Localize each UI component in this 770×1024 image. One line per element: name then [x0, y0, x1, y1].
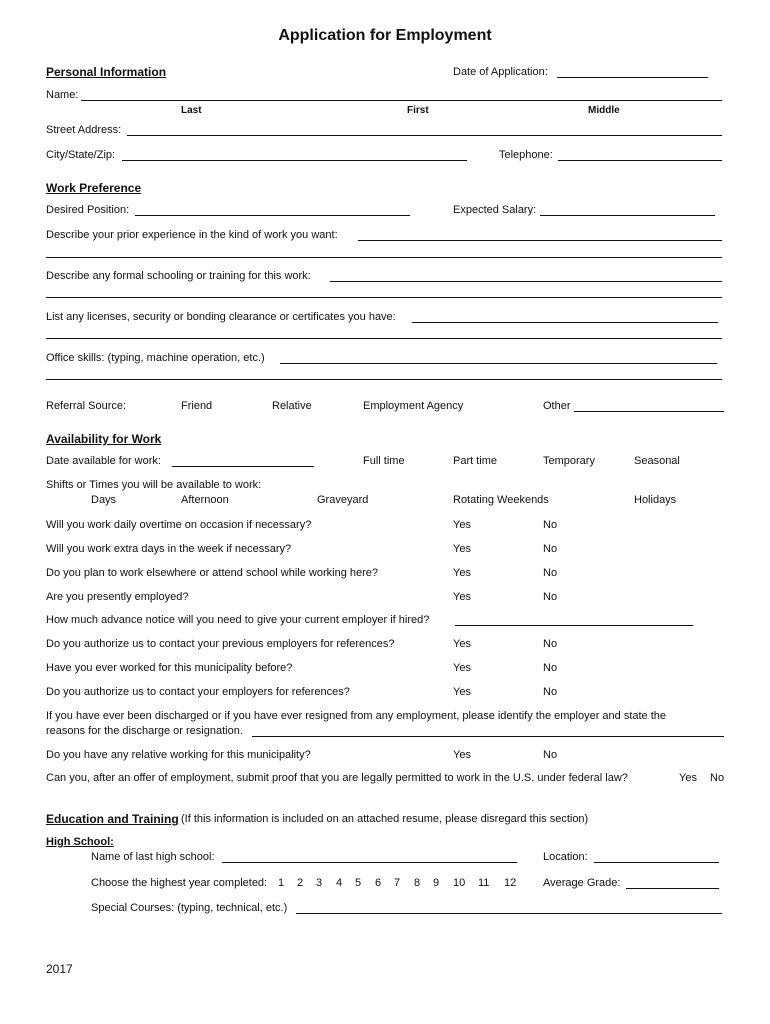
- date-of-application-label: Date of Application:: [453, 66, 548, 78]
- section-heading-personal: Personal Information: [46, 65, 167, 79]
- location-field[interactable]: [594, 862, 719, 863]
- year-option-3[interactable]: 3: [316, 877, 323, 889]
- question-relative: Do you have any relative working for this municipality?: [46, 749, 311, 761]
- referral-option-other[interactable]: Other: [543, 400, 571, 412]
- special-courses-field[interactable]: [296, 913, 722, 914]
- worked-municipality-yes[interactable]: Yes: [453, 662, 471, 674]
- work-elsewhere-no[interactable]: No: [543, 567, 558, 579]
- previous-employer-refs-yes[interactable]: Yes: [453, 638, 471, 650]
- desired-position-field[interactable]: [135, 215, 410, 216]
- referral-source-label: Referral Source:: [46, 400, 127, 412]
- discharged-field[interactable]: [252, 736, 724, 737]
- experience-field-line-2[interactable]: [46, 257, 722, 258]
- year-option-2[interactable]: 2: [297, 877, 304, 889]
- name-label: Name:: [46, 89, 79, 101]
- legal-work-no[interactable]: No: [710, 772, 725, 784]
- question-employer-refs: Do you authorize us to contact your employers for references?: [46, 686, 350, 698]
- date-available-field[interactable]: [172, 466, 314, 467]
- shift-rotating-weekends[interactable]: Rotating Weekends: [453, 494, 549, 506]
- telephone-field[interactable]: [558, 160, 722, 161]
- extra-days-no[interactable]: No: [543, 543, 558, 555]
- section-heading-education: Education and Training: [46, 812, 179, 826]
- question-discharged-cont: reasons for the discharge or resignation.: [46, 725, 243, 737]
- type-part-time[interactable]: Part time: [453, 455, 498, 467]
- question-extra-days: Will you work extra days in the week if necessary?: [46, 543, 292, 555]
- shift-holidays[interactable]: Holidays: [634, 494, 677, 506]
- average-grade-field[interactable]: [626, 888, 719, 889]
- licenses-field-line-2[interactable]: [46, 338, 722, 339]
- name-middle-caption: Middle: [588, 105, 620, 116]
- employer-refs-no[interactable]: No: [543, 686, 558, 698]
- schooling-label: Describe any formal schooling or training for this work:: [46, 270, 311, 282]
- relative-no[interactable]: No: [543, 749, 558, 761]
- year-option-9[interactable]: 9: [433, 877, 440, 889]
- expected-salary-label: Expected Salary:: [453, 204, 537, 216]
- question-discharged: If you have ever been discharged or if you have ever resigned from any employment, please identify the employer and state the: [46, 710, 667, 722]
- high-school-name-label: Name of last high school:: [91, 851, 215, 863]
- high-school-heading: High School:: [46, 836, 114, 848]
- question-legal-work: Can you, after an offer of employment, submit proof that you are legally permitted to work in the U.S. under federal law?: [46, 772, 628, 784]
- presently-employed-yes[interactable]: Yes: [453, 591, 471, 603]
- date-available-label: Date available for work:: [46, 455, 161, 467]
- overtime-yes[interactable]: Yes: [453, 519, 471, 531]
- shifts-label: Shifts or Times you will be available to work:: [46, 479, 262, 491]
- question-previous-employer-refs: Do you authorize us to contact your previous employers for references?: [46, 638, 395, 650]
- question-advance-notice: How much advance notice will you need to give your current employer if hired?: [46, 614, 430, 626]
- name-first-caption: First: [407, 105, 429, 116]
- referral-option-relative[interactable]: Relative: [272, 400, 312, 412]
- section-heading-work: Work Preference: [46, 181, 142, 195]
- question-overtime: Will you work daily overtime on occasion if necessary?: [46, 519, 312, 531]
- street-address-label: Street Address:: [46, 124, 122, 136]
- advance-notice-field[interactable]: [455, 625, 693, 626]
- experience-label: Describe your prior experience in the kind of work you want:: [46, 229, 338, 241]
- office-skills-label: Office skills: (typing, machine operation, etc.): [46, 352, 265, 364]
- year-option-11[interactable]: 11: [478, 877, 490, 889]
- type-temporary[interactable]: Temporary: [543, 455, 595, 467]
- question-worked-municipality: Have you ever worked for this municipality before?: [46, 662, 293, 674]
- year-option-1[interactable]: 1: [278, 877, 285, 889]
- overtime-no[interactable]: No: [543, 519, 558, 531]
- high-school-name-field[interactable]: [222, 862, 517, 863]
- question-presently-employed: Are you presently employed?: [46, 591, 189, 603]
- work-elsewhere-yes[interactable]: Yes: [453, 567, 471, 579]
- referral-other-field[interactable]: [574, 411, 724, 412]
- city-state-zip-label: City/State/Zip:: [46, 149, 116, 161]
- licenses-label: List any licenses, security or bonding clearance or certificates you have:: [46, 311, 396, 323]
- presently-employed-no[interactable]: No: [543, 591, 558, 603]
- year-option-4[interactable]: 4: [336, 877, 343, 889]
- year-option-10[interactable]: 10: [453, 877, 466, 889]
- year-option-8[interactable]: 8: [414, 877, 421, 889]
- education-note: (If this information is included on an attached resume, please disregard this section): [181, 813, 589, 825]
- shift-graveyard[interactable]: Graveyard: [317, 494, 369, 506]
- year-option-7[interactable]: 7: [394, 877, 401, 889]
- shift-days[interactable]: Days: [91, 494, 117, 506]
- schooling-field-line-2[interactable]: [46, 297, 722, 298]
- highest-year-label: Choose the highest year completed:: [91, 877, 268, 889]
- year-option-5[interactable]: 5: [355, 877, 362, 889]
- type-seasonal[interactable]: Seasonal: [634, 455, 680, 467]
- question-work-elsewhere: Do you plan to work elsewhere or attend school while working here?: [46, 567, 379, 579]
- previous-employer-refs-no[interactable]: No: [543, 638, 558, 650]
- city-state-zip-field[interactable]: [122, 160, 467, 161]
- employer-refs-yes[interactable]: Yes: [453, 686, 471, 698]
- street-address-field[interactable]: [127, 135, 722, 136]
- special-courses-label: Special Courses: (typing, technical, etc.): [91, 902, 288, 914]
- average-grade-label: Average Grade:: [543, 877, 621, 889]
- schooling-field[interactable]: [330, 281, 722, 282]
- referral-option-agency[interactable]: Employment Agency: [363, 400, 464, 412]
- telephone-label: Telephone:: [499, 149, 553, 161]
- year-option-12[interactable]: 12: [504, 877, 517, 889]
- year-option-6[interactable]: 6: [375, 877, 382, 889]
- licenses-field[interactable]: [412, 322, 718, 323]
- legal-work-yes[interactable]: Yes: [679, 772, 697, 784]
- page-title: Application for Employment: [278, 27, 492, 44]
- type-full-time[interactable]: Full time: [363, 455, 405, 467]
- section-heading-availability: Availability for Work: [46, 432, 162, 446]
- desired-position-label: Desired Position:: [46, 204, 130, 216]
- name-field[interactable]: [81, 100, 722, 101]
- office-skills-field-line-2[interactable]: [46, 379, 722, 380]
- extra-days-yes[interactable]: Yes: [453, 543, 471, 555]
- office-skills-field[interactable]: [280, 363, 717, 364]
- referral-option-friend[interactable]: Friend: [181, 400, 213, 412]
- name-last-caption: Last: [181, 105, 202, 116]
- location-label: Location:: [543, 851, 588, 863]
- date-of-application-field[interactable]: [557, 77, 708, 78]
- worked-municipality-no[interactable]: No: [543, 662, 558, 674]
- relative-yes[interactable]: Yes: [453, 749, 471, 761]
- expected-salary-field[interactable]: [540, 215, 715, 216]
- footer-year: 2017: [46, 962, 73, 976]
- shift-afternoon[interactable]: Afternoon: [181, 494, 229, 506]
- experience-field[interactable]: [358, 240, 722, 241]
